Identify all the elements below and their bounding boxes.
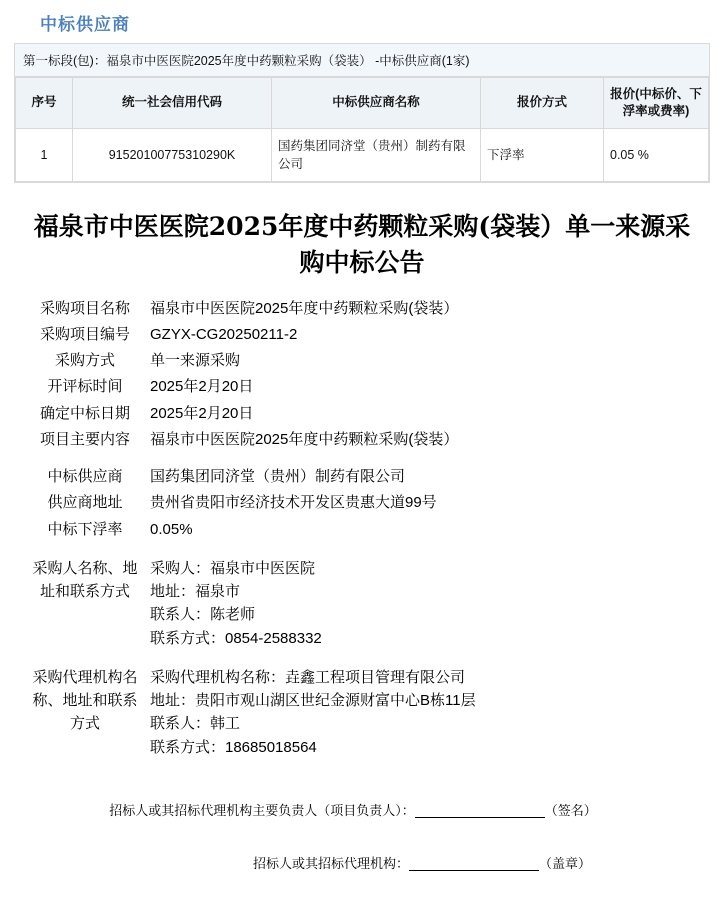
signature-person-label: 招标人或其招标代理机构主要负责人（项目负责人）： <box>109 802 415 818</box>
field-row-winning-supplier <box>26 464 698 489</box>
field-value: 2025年2月20日 <box>150 378 254 396</box>
bid-table-container <box>14 43 710 183</box>
column-header-quote-price: 报价(中标价、下浮率或费率) <box>604 78 709 129</box>
signature-agency-blank <box>409 870 539 871</box>
field-label: 供应商地址 <box>47 494 123 512</box>
agency-contact-person-line: 联系人：韩工 <box>150 715 241 733</box>
agency-name-line: 采购代理机构名称：垚鑫工程项目管理有限公司 <box>150 668 466 686</box>
purchaser-contact-person-line: 联系人：陈老师 <box>150 606 256 624</box>
field-row-project-number <box>26 322 698 347</box>
field-row-bid-opening-time <box>26 374 698 399</box>
column-header-credit-code: 统一社会信用代码 <box>73 78 272 129</box>
signature-person-suffix: （签名） <box>544 802 597 818</box>
field-label: 采购代理机构名称、地址和联系方式 <box>32 668 138 733</box>
package-header: 第一标段(包)：福泉市中医医院2025年度中药颗粒采购（袋装） -中标供应商(1家) <box>15 44 709 77</box>
cell-supplier-name: 国药集团同济堂（贵州）制药有限公司 <box>272 128 481 181</box>
field-value: GZYX-CG20250211-2 <box>150 325 298 343</box>
announcement-fields <box>26 296 698 760</box>
signature-agency-label: 招标人或其招标代理机构： <box>252 855 409 871</box>
cell-no: 1 <box>16 128 73 181</box>
field-row-agency-contact <box>26 665 698 760</box>
signature-agency-suffix: （盖章） <box>539 855 592 871</box>
cell-quote-method: 下浮率 <box>481 128 604 181</box>
announcement-title: 福泉市中医医院2025年度中药颗粒采购(袋装）单一来源采购中标公告 <box>33 212 691 278</box>
field-value: 0.05% <box>150 520 193 538</box>
field-label: 采购人名称、地址和联系方式 <box>32 559 138 600</box>
purchaser-address-line: 地址：福泉市 <box>150 583 241 600</box>
purchaser-name-line: 采购人：福泉市中医医院 <box>150 559 316 577</box>
winning-supplier-table <box>15 77 709 182</box>
field-label: 项目主要内容 <box>39 430 130 448</box>
field-label: 确定中标日期 <box>39 404 130 422</box>
table-header-row <box>16 78 709 129</box>
agency-address-line: 地址：贵阳市观山湖区世纪金源财富中心B栋11层 <box>150 692 476 709</box>
field-row-main-content <box>26 427 698 452</box>
field-row-award-date <box>26 401 698 426</box>
field-row-project-name <box>26 296 698 321</box>
column-header-quote-method: 报价方式 <box>481 78 604 129</box>
field-value: 国药集团同济堂（贵州）制药有限公司 <box>150 468 406 485</box>
purchaser-phone-line: 联系方式：0854-2588332 <box>150 629 322 647</box>
signature-line-agency <box>0 853 724 872</box>
page-title: 中标供应商 <box>40 15 130 34</box>
signature-person-blank <box>415 817 545 818</box>
field-value <box>144 556 698 651</box>
column-header-supplier-name: 中标供应商名称 <box>272 78 481 129</box>
field-label: 采购项目名称 <box>39 299 130 317</box>
field-value: 福泉市中医医院2025年度中药颗粒采购(袋装） <box>150 430 459 448</box>
field-value: 单一来源采购 <box>150 352 241 369</box>
field-value: 福泉市中医医院2025年度中药颗粒采购(袋装） <box>150 299 459 317</box>
cell-quote-price: 0.05 % <box>604 128 709 181</box>
column-header-no: 序号 <box>16 78 73 129</box>
field-label: 开评标时间 <box>47 378 123 396</box>
field-label: 采购方式 <box>54 352 115 369</box>
field-row-purchaser-contact <box>26 556 698 651</box>
field-row-supplier-address <box>26 490 698 515</box>
field-value <box>144 665 698 760</box>
cell-credit-code: 91520100775310290K <box>73 128 272 181</box>
agency-phone-line: 联系方式：18685018564 <box>150 738 317 756</box>
field-value: 贵州省贵阳市经济技术开发区贵惠大道99号 <box>150 494 437 512</box>
field-label: 采购项目编号 <box>39 325 130 343</box>
table-row <box>16 128 709 181</box>
field-row-procurement-method <box>26 348 698 373</box>
field-label: 中标下浮率 <box>47 520 123 538</box>
field-label: 中标供应商 <box>47 468 123 485</box>
field-row-discount-rate <box>26 517 698 542</box>
field-value: 2025年2月20日 <box>150 404 254 422</box>
signature-line-person <box>0 800 724 819</box>
